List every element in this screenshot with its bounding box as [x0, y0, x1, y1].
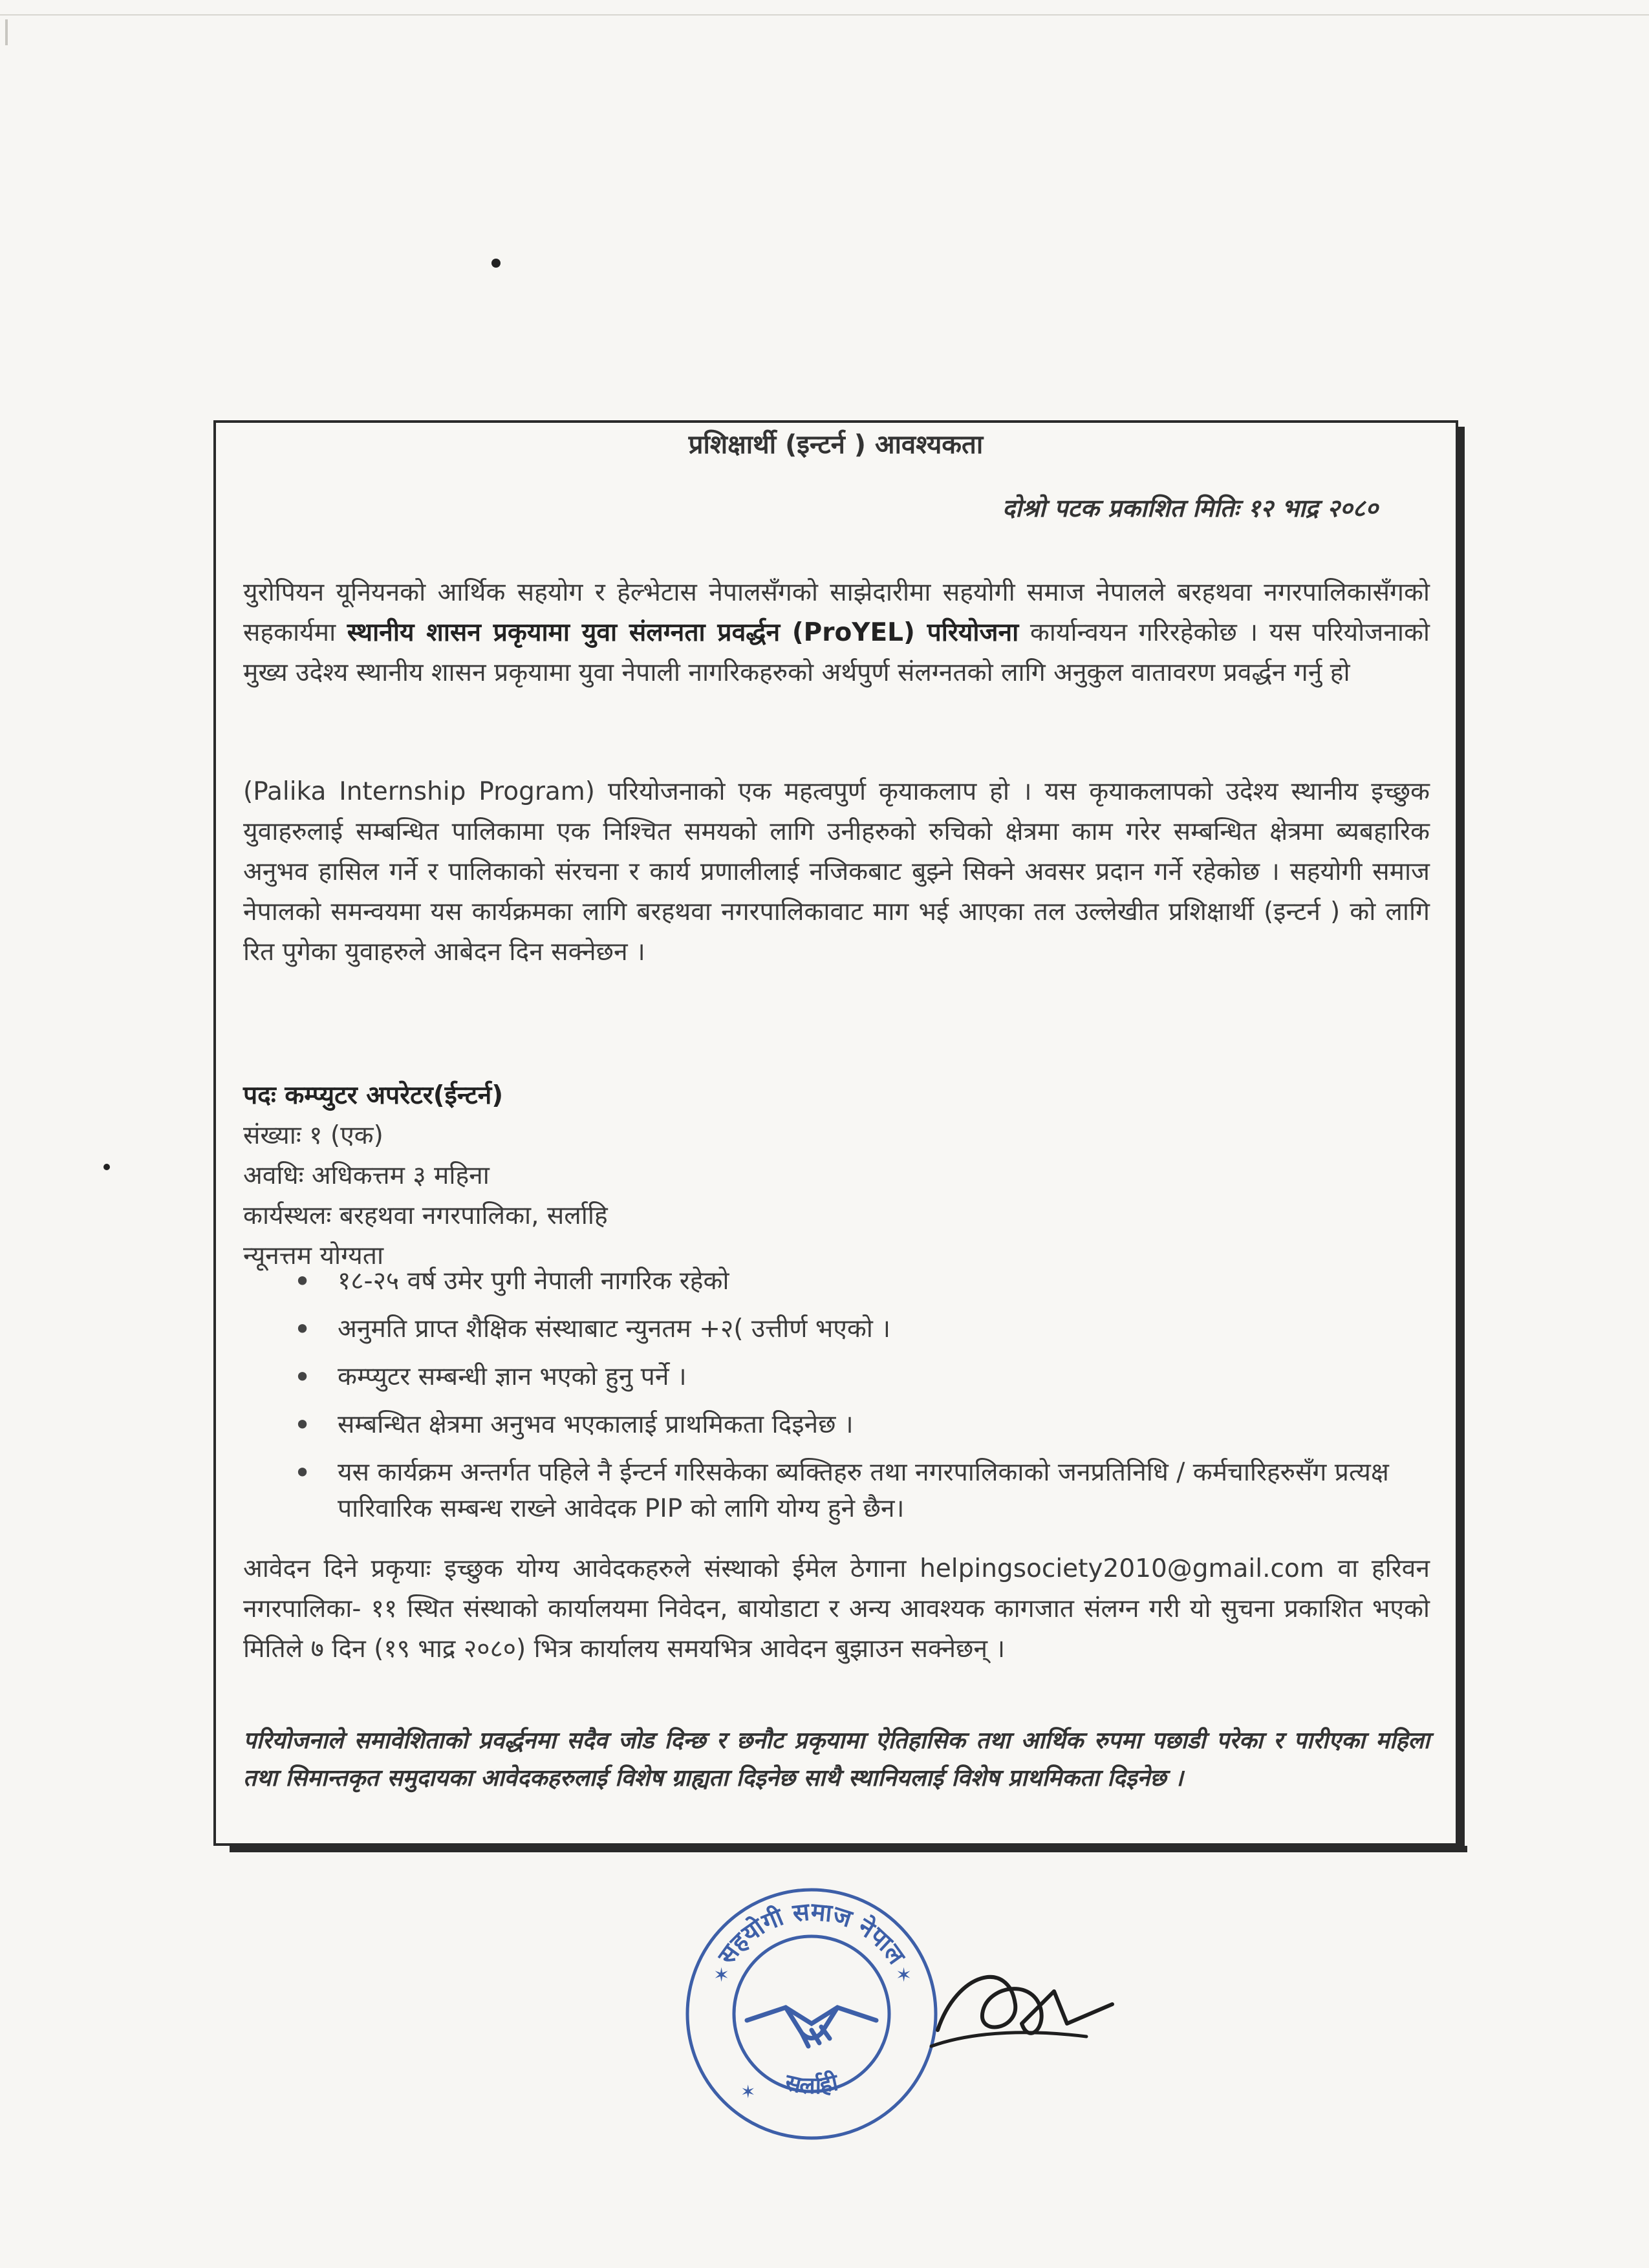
post-count: संख्याः १ (एक)	[243, 1121, 383, 1150]
handshake-icon	[747, 2007, 876, 2046]
application-lead: आवेदन दिने प्रकृयाः इच्छुक योग्य आवेदकहरुले संस्थाको ईमेल ठेगाना	[243, 1554, 907, 1583]
organization-seal-icon	[682, 1885, 941, 2143]
inclusion-note: परियोजनाले समावेशिताको प्रवर्द्धनमा सदैव जोड दिन्छ र छनौट प्रकृयामा ऐतिहासिक तथा आर्थिक रुपमा पछाडी परेका र पारीएका महिला तथा सिमान्तकृत समुदायका आवेदकहरुलाई विशेष ग्राह्यता दिइनेछ साथै स्थानियलाई विशेष प्राथमिकता दिइनेछ ।	[243, 1728, 1430, 1792]
application-paragraph	[243, 1549, 1430, 1669]
qualification-list	[294, 1263, 1432, 1539]
seal-top-text: सहयोगी समाज नेपाल	[712, 1897, 911, 1970]
publication-date: दोश्रो पटक प्रकाशित मितिः १२ भाद्र २०८०	[1002, 494, 1378, 522]
qualification-heading: न्यूनत्तम योग्यता	[243, 1241, 384, 1270]
program-paragraph: (Palika Internship Program) परियोजनाको एक महत्वपुर्ण कृयाकलाप हो । यस कृयाकलापको उदेश्य स्थानीय इच्छुक युवाहरुलाई सम्बन्धित पालिकामा एक निश्चित समयको लागि उनीहरुको रुचिको क्षेत्रमा काम गरेर सम्बन्धित क्षेत्रमा ब्यबहारिक अनुभव हासिल गर्ने र पालिकाको संरचना र कार्य प्रणालीलाई नजिकबाट बुझ्ने सिक्ने अवसर प्रदान गर्ने रहेकोछ । सहयोगी समाज नेपालको समन्वयमा यस कार्यक्रमका लागि बरहथवा नगरपालिकावाट माग भई आएका तल उल्लेखीत प्रशिक्षार्थी (इन्टर्न ) को लागि रित पुगेका युवाहरुले आबेदन दिन सक्नेछन ।	[243, 777, 1430, 967]
intro-paragraph	[243, 573, 1430, 693]
notice-border-shadow	[230, 1846, 1467, 1852]
scan-edge-mark	[5, 19, 8, 45]
qualification-item: • अनुमति प्राप्त शैक्षिक संस्थाबाट न्युनतम +२( उत्तीर्ण भएको ।	[294, 1311, 1432, 1347]
post-duration: अवधिः अधिकत्तम ३ महिना	[243, 1161, 490, 1190]
post-details	[243, 1076, 608, 1276]
scan-top-edge	[0, 14, 1649, 16]
svg-text:सर्लाही	[782, 2068, 841, 2099]
post-location: कार्यस्थलः बरहथवा नगरपालिका, सर्लाहि	[243, 1201, 608, 1230]
notice-title: प्रशिक्षार्थी (इन्टर्न ) आवश्यकता	[688, 430, 984, 460]
qualification-item: • १८-२५ वर्ष उमेर पुगी नेपाली नागरिक रहेको	[294, 1263, 1432, 1300]
application-rest: वा हरिवन नगरपालिका- ११ स्थित संस्थाको कार्यालयमा निवेदन, बायोडाटा र अन्य आवश्यक कागजात संलग्न गरी यो सुचना प्रकाशित भएको मितिले ७ दिन (१९ भाद्र २०८०) भित्र कार्यालय समयभित्र आवेदन बुझाउन सक्नेछन् ।	[243, 1554, 1430, 1664]
contact-email: helpingsociety2010@gmail.com	[920, 1554, 1324, 1583]
svg-text:सहयोगी समाज नेपाल	[712, 1897, 912, 1970]
qualification-item: • यस कार्यक्रम अन्तर्गत पहिले नै ईन्टर्न गरिसकेका ब्यक्तिहरु तथा नगरपालिकाको जनप्रतिनिधि / कर्मचारिहरुसँग प्रत्यक्ष पारिवारिक सम्बन्ध राख्ने आवेदक PIP को लागि योग्य हुने छैन।	[294, 1455, 1432, 1527]
seal-star-icon: ✶	[740, 2081, 756, 2102]
notice-box	[213, 420, 1458, 1846]
intro-lead: युरोपियन यूनियनको आर्थिक सहयोग र हेल्भेटास नेपालसँगको साझेदारीमा सहयोगी समाज नेपालले बरहथवा नगरपालिकासँगको सहकार्यमा	[243, 578, 1430, 647]
seal-star-icon: ✶	[896, 1964, 912, 1987]
post-title: पदः कम्प्युटर अपरेटर(ईन्टर्न)	[243, 1081, 504, 1110]
qualification-item: • सम्बन्धित क्षेत्रमा अनुभव भएकालाई प्राथमिकता दिइनेछ ।	[294, 1407, 1432, 1443]
intro-rest: कार्यान्वयन गरिरहेकोछ । यस परियोजनाको मुख्य उदेश्य स्थानीय शासन प्रकृयामा युवा नेपाली नागरिकहरुको अर्थपुर्ण संलग्नतको लागि अनुकुल वातावरण प्रवर्द्धन गर्नु हो	[243, 618, 1430, 687]
signature-icon	[918, 1933, 1125, 2075]
scan-speck	[103, 1164, 110, 1170]
project-name: स्थानीय शासन प्रकृयामा युवा संलग्नता प्रवर्द्धन (ProYEL) परियोजना	[347, 618, 1019, 647]
qualification-item: • कम्प्युटर सम्बन्धी ज्ञान भएको हुनु पर्ने ।	[294, 1359, 1432, 1395]
seal-star-icon: ✶	[713, 1964, 730, 1987]
scan-speck	[491, 259, 501, 268]
seal-bottom-text: सर्लाही	[782, 2069, 841, 2100]
